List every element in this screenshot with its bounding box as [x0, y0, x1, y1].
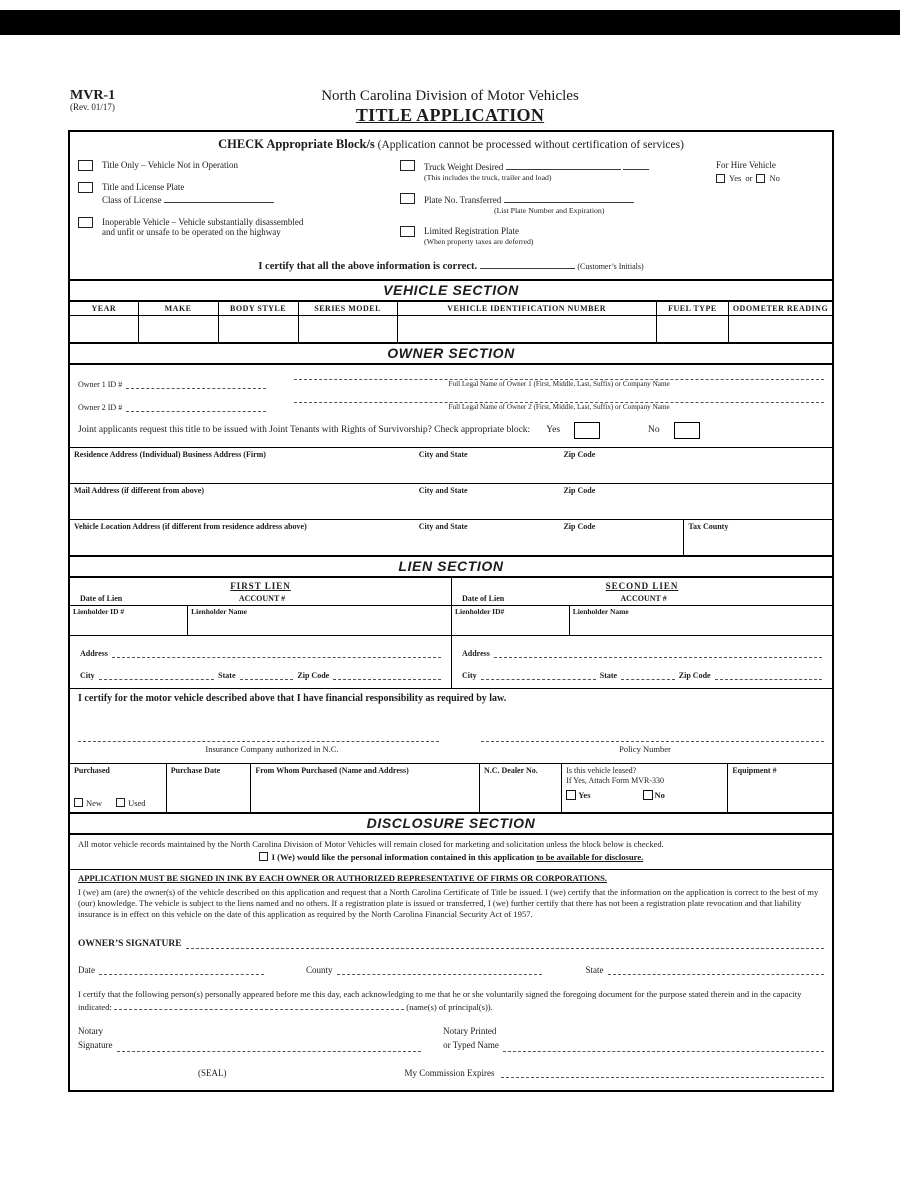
leased-no-checkbox[interactable] [643, 790, 653, 800]
tax-county-cell[interactable] [683, 520, 832, 555]
for-hire-block [712, 160, 826, 257]
joint-tenants-row [70, 419, 832, 447]
column-header-vin: VEHICLE IDENTIFICATION NUMBER [398, 302, 657, 315]
notary-printed-line1: Notary Printed [443, 1026, 497, 1037]
mail-zip-label: Zip Code [563, 485, 596, 495]
notary-statement [70, 975, 832, 1014]
disclosure-notice-text: All motor vehicle records maintained by the North Carolina Division of Motor Vehicles will remain closed for marketing and solicitation unless the block below is checked. [78, 838, 664, 849]
title-plate-checkbox[interactable] [78, 182, 93, 193]
second-lien-city-input[interactable] [481, 671, 596, 680]
disclosure-optin-checkbox[interactable] [259, 852, 268, 861]
dealer-number-label: N.C. Dealer No. [483, 765, 538, 775]
vehicle-series-model-field[interactable] [299, 316, 398, 342]
check-heading-bold: CHECK Appropriate Block/s [218, 137, 375, 151]
title-plate-label: Title and License Plate [102, 182, 185, 192]
first-lien-heading: FIRST LIEN [230, 580, 291, 591]
vehicle-make-field[interactable] [139, 316, 219, 342]
truck-weight-checkbox[interactable] [400, 160, 415, 171]
title-only-checkbox[interactable] [78, 160, 93, 171]
form-body [68, 130, 834, 1092]
insurance-company-label: Insurance Company authorized in N.C. [205, 743, 339, 754]
sign-in-ink-notice [70, 869, 832, 885]
disclosure-optin-underlined: to be available for disclosure. [536, 851, 644, 862]
seal-label: (SEAL) [198, 1068, 227, 1079]
truck-weight-input[interactable] [506, 160, 621, 170]
agency-name: North Carolina Division of Motor Vehicles [321, 88, 579, 104]
check-item-inoperable [78, 217, 400, 239]
first-lien-zip-label: Zip Code [297, 670, 330, 680]
location-zip-label: Zip Code [563, 521, 596, 531]
residence-city-state-cell[interactable] [417, 448, 562, 483]
vehicle-location-cell[interactable] [70, 520, 417, 555]
disclosure-section-header: DISCLOSURE SECTION [70, 812, 832, 835]
owner-certification-paragraph: I (we) am (are) the owner(s) of the vehicle described on this application and request that a North Carolina Certificate of Title be issued. I (we) certify that the information on the application is correct to the best of my (our) knowledge. The vehicle is subject to the liens named and no others. If a registration plate is issued or transferred, I (we) further certify that there has not been a registration plate revocation and that liability insurance is in effect on this vehicle on the date of this application as required by the North Carolina Financial Security Act of 1957. [78, 886, 819, 920]
lien-columns [70, 578, 832, 688]
vehicle-table [70, 302, 832, 342]
plate-transferred-subtext: (List Plate Number and Expiration) [494, 205, 605, 215]
second-lien-zip-input[interactable] [715, 671, 822, 680]
first-lien-state-label: State [218, 670, 236, 680]
residence-zip-label: Zip Code [563, 449, 596, 459]
for-hire-yes-label: Yes [729, 173, 742, 183]
date-county-state-row [70, 949, 832, 975]
second-lien-state-label: State [599, 670, 618, 680]
second-lien-heading: SECOND LIEN [605, 580, 679, 591]
joint-no-box[interactable] [674, 422, 700, 439]
vehicle-body-style-field[interactable] [219, 316, 299, 342]
plate-transferred-checkbox[interactable] [400, 193, 415, 204]
joint-yes-label: Yes [546, 425, 561, 436]
commission-expires-input[interactable] [501, 1068, 824, 1078]
mail-address-cell[interactable] [70, 484, 417, 519]
first-lien-block [70, 578, 451, 688]
owner1-id-input[interactable] [126, 379, 266, 389]
seal-commission-row [70, 1052, 832, 1090]
residence-address-row [70, 447, 832, 483]
mail-city-state-cell[interactable] [417, 484, 562, 519]
date-input[interactable] [99, 965, 264, 975]
check-heading-rest: (Application cannot be processed without certification of services) [374, 139, 684, 151]
plate-transferred-label: Plate No. Transferred [424, 195, 502, 206]
column-header-make: MAKE [139, 302, 219, 315]
plate-transferred-input[interactable] [504, 193, 634, 203]
owners-signature-label: OWNER’S SIGNATURE [78, 938, 182, 949]
county-input[interactable] [337, 965, 542, 975]
purchased-used-label: Used [128, 797, 146, 808]
purchase-table [70, 763, 832, 812]
information-correct-text: I certify that all the above information is correct. [258, 261, 478, 273]
insurance-company-input[interactable] [78, 732, 439, 742]
first-lien-zip-input[interactable] [333, 671, 441, 680]
customer-initials-input[interactable] [480, 259, 575, 269]
second-lienholder-id-cell[interactable] [452, 606, 570, 635]
for-hire-yes-checkbox[interactable] [716, 174, 725, 183]
commission-expires-label: My Commission Expires [404, 1068, 495, 1079]
from-whom-purchased-cell[interactable] [251, 764, 480, 812]
column-header-fuel-type: FUEL TYPE [657, 302, 729, 315]
disclosure-optin-text: I (We) would like the personal information contained in this application [271, 851, 537, 862]
title-only-label: Title Only – Vehicle Not in Operation [102, 160, 238, 170]
vehicle-table-input-row [70, 316, 832, 342]
financial-responsibility-block [70, 688, 832, 763]
customer-initials-label: (Customer’s Initials) [577, 262, 644, 272]
limited-registration-subtext: (When property taxes are deferred) [424, 237, 534, 247]
owner2-name-area [294, 394, 824, 412]
first-lien-address-label: Address [80, 648, 108, 658]
class-of-license-input[interactable] [164, 193, 274, 203]
purchase-date-cell[interactable] [167, 764, 252, 812]
equipment-number-label: Equipment # [732, 765, 777, 775]
notary-word: Notary [78, 1026, 103, 1037]
first-lienholder-name-label: Lienholder Name [191, 606, 248, 616]
second-lien-state-input[interactable] [621, 671, 675, 680]
vehicle-section-header: VEHICLE SECTION [70, 279, 832, 302]
residence-city-state-label: City and State [418, 449, 468, 459]
inoperable-label-line2: and unfit or unsafe to be operated on the highway [102, 227, 281, 238]
first-lien-state-input[interactable] [240, 671, 294, 680]
dealer-number-cell[interactable] [480, 764, 562, 812]
owner1-id-label: Owner 1 ID # [78, 380, 123, 390]
location-zip-cell[interactable] [561, 520, 683, 555]
second-lien-date-label: Date of Lien [462, 593, 505, 603]
owner2-id-label: Owner 2 ID # [78, 402, 123, 412]
vehicle-location-row [70, 519, 832, 555]
purchased-used-checkbox[interactable] [116, 798, 125, 807]
inoperable-checkbox[interactable] [78, 217, 93, 228]
mail-city-state-label: City and State [418, 485, 468, 495]
owner2-id-input[interactable] [126, 402, 266, 412]
owner-id-area [70, 365, 832, 418]
check-item-title-only [78, 160, 400, 171]
second-lien-address-label: Address [462, 648, 490, 658]
vehicle-location-label: Vehicle Location Address (if different from residence address above) [74, 521, 307, 531]
notary-signature-block [78, 1025, 421, 1052]
owner1-name-caption: Full Legal Name of Owner 1 (First, Middle, Last, Suffix) or Company Name [448, 380, 670, 389]
vehicle-vin-field[interactable] [398, 316, 657, 342]
for-hire-no-checkbox[interactable] [756, 174, 765, 183]
second-lienholder-name-label: Lienholder Name [572, 606, 629, 616]
inoperable-label-line1: Inoperable Vehicle – Vehicle substantially disassembled [102, 216, 304, 227]
check-item-title-plate [78, 182, 400, 206]
truck-weight-subtext: (This includes the truck, trailer and load) [424, 172, 552, 182]
principals-name-input[interactable] [114, 1000, 404, 1010]
mail-zip-cell[interactable] [561, 484, 832, 519]
first-lienholder-id-label: Lienholder ID # [73, 606, 125, 616]
principals-label: (name(s) of principal(s)). [406, 1002, 493, 1013]
notary-printed-name-block [443, 1025, 824, 1052]
for-hire-label: For Hire Vehicle [716, 160, 776, 170]
from-whom-purchased-label: From Whom Purchased (Name and Address) [255, 765, 409, 775]
owner2-row [78, 394, 824, 412]
check-item-limited-registration [400, 226, 712, 246]
purchased-cell [70, 764, 167, 812]
scan-artifact-bar [0, 10, 900, 35]
column-header-body-style: BODY STYLE [219, 302, 299, 315]
check-blocks-grid [70, 152, 832, 257]
policy-number-label: Policy Number [619, 743, 671, 754]
residence-address-label: Residence Address (Individual) Business Address (Firm) [74, 449, 266, 459]
first-lien-date-label: Date of Lien [80, 593, 123, 603]
first-lienholder-row [70, 605, 451, 636]
notary-signature-row [70, 1013, 832, 1052]
disclosure-optin-line [70, 850, 832, 869]
residence-zip-cell[interactable] [561, 448, 832, 483]
first-lien-city-label: City [80, 670, 95, 680]
form-header [0, 88, 900, 126]
form-revision: (Rev. 01/17) [70, 102, 115, 113]
limited-registration-checkbox[interactable] [400, 226, 415, 237]
first-lienholder-id-cell[interactable] [70, 606, 188, 635]
state-input[interactable] [608, 965, 824, 975]
purchase-date-label: Purchase Date [170, 765, 221, 775]
limited-registration-label: Limited Registration Plate [424, 226, 519, 237]
owner1-row [78, 371, 824, 389]
owners-signature-row [70, 925, 832, 949]
check-section-heading [70, 132, 832, 152]
for-hire-no-label: No [769, 173, 780, 183]
second-lien-zip-label: Zip Code [678, 670, 711, 680]
state-label: State [585, 964, 604, 975]
financial-certify-text: I certify for the motor vehicle described above that I have financial responsibility as required by law. [78, 692, 507, 704]
joint-no-label: No [648, 425, 660, 436]
second-lienholder-row [452, 605, 832, 636]
vehicle-year-field[interactable] [70, 316, 139, 342]
column-header-year: YEAR [70, 302, 139, 315]
information-correct-line [70, 259, 832, 272]
class-of-license-label: Class of License [102, 194, 162, 205]
for-hire-or-label: or [745, 173, 753, 183]
first-lien-account-label: ACCOUNT # [238, 593, 286, 603]
owner1-name-area [294, 371, 824, 389]
notary-printed-line2: or Typed Name [443, 1039, 499, 1050]
second-lien-address-input[interactable] [494, 649, 822, 658]
truck-weight-label: Truck Weight Desired [424, 162, 504, 172]
purchased-new-label: New [86, 797, 103, 808]
leased-yes-label: Yes [578, 789, 591, 800]
notary-signature-word: Signature [78, 1039, 113, 1050]
joint-tenants-text: Joint applicants request this title to be issued with Joint Tenants with Rights of Survivorship? Check appropriate block: [78, 425, 531, 436]
vehicle-table-header-row [70, 302, 832, 316]
page-title: TITLE APPLICATION [355, 105, 545, 126]
column-header-odometer: ODOMETER READING [732, 304, 829, 314]
notary-printed-name-input[interactable] [503, 1042, 824, 1052]
purchased-label: Purchased [74, 765, 110, 775]
first-lien-city-input[interactable] [99, 671, 215, 680]
vehicle-leased-subtext: If Yes, Attach Form MVR-330 [566, 775, 664, 785]
owner2-name-caption: Full Legal Name of Owner 2 (First, Middle, Last, Suffix) or Company Name [448, 403, 670, 412]
truck-weight-input2[interactable] [623, 160, 649, 170]
notary-statement-text: I certify that the following person(s) personally appeared before me this day, each acknowledging to me that he or she voluntarily signed the foregoing document for the purpose stated therein and in the capacity indicated: [78, 988, 802, 1013]
check-column-middle [400, 160, 712, 257]
second-lienholder-id-label: Lienholder ID# [455, 606, 505, 616]
location-city-state-label: City and State [418, 521, 468, 531]
location-city-state-cell[interactable] [417, 520, 562, 555]
sign-in-ink-text: APPLICATION MUST BE SIGNED IN INK BY EACH OWNER OR AUTHORIZED REPRESENTATIVE OF FIRMS OR CORPORATIONS. [78, 872, 608, 883]
purchased-new-checkbox[interactable] [74, 798, 83, 807]
joint-yes-box[interactable] [574, 422, 600, 439]
vehicle-leased-question: Is this vehicle leased? [566, 765, 637, 775]
owner-section-header: OWNER SECTION [70, 342, 832, 365]
vehicle-fuel-type-field[interactable] [657, 316, 729, 342]
policy-number-input[interactable] [481, 732, 824, 742]
check-column-left [78, 160, 400, 257]
tax-county-label: Tax County [688, 521, 729, 531]
first-lienholder-name-cell[interactable] [188, 606, 451, 635]
owner1-name-input[interactable] [294, 371, 824, 380]
mail-address-label: Mail Address (if different from above) [74, 485, 204, 495]
leased-yes-checkbox[interactable] [566, 790, 576, 800]
lien-section-header: LIEN SECTION [70, 555, 832, 578]
check-item-truck-weight [400, 160, 712, 182]
second-lienholder-name-cell[interactable] [570, 606, 832, 635]
second-lien-city-label: City [462, 670, 477, 680]
date-label: Date [78, 964, 95, 975]
vehicle-odometer-field[interactable] [729, 316, 832, 342]
leased-no-label: No [654, 789, 665, 800]
column-header-series-model: SERIES MODEL [299, 302, 398, 315]
vehicle-leased-cell [562, 764, 728, 812]
second-lien-account-label: ACCOUNT # [620, 593, 667, 603]
mail-address-row [70, 483, 832, 519]
county-label: County [306, 964, 333, 975]
residence-address-cell[interactable] [70, 448, 417, 483]
form-number: MVR-1 [70, 88, 116, 103]
notary-signature-input[interactable] [117, 1042, 422, 1052]
owners-signature-input[interactable] [186, 939, 824, 949]
equipment-number-cell[interactable] [728, 764, 832, 812]
owner2-name-input[interactable] [294, 394, 824, 403]
first-lien-address-input[interactable] [112, 649, 441, 658]
second-lien-block [451, 578, 832, 688]
check-item-plate-transferred [400, 193, 712, 215]
